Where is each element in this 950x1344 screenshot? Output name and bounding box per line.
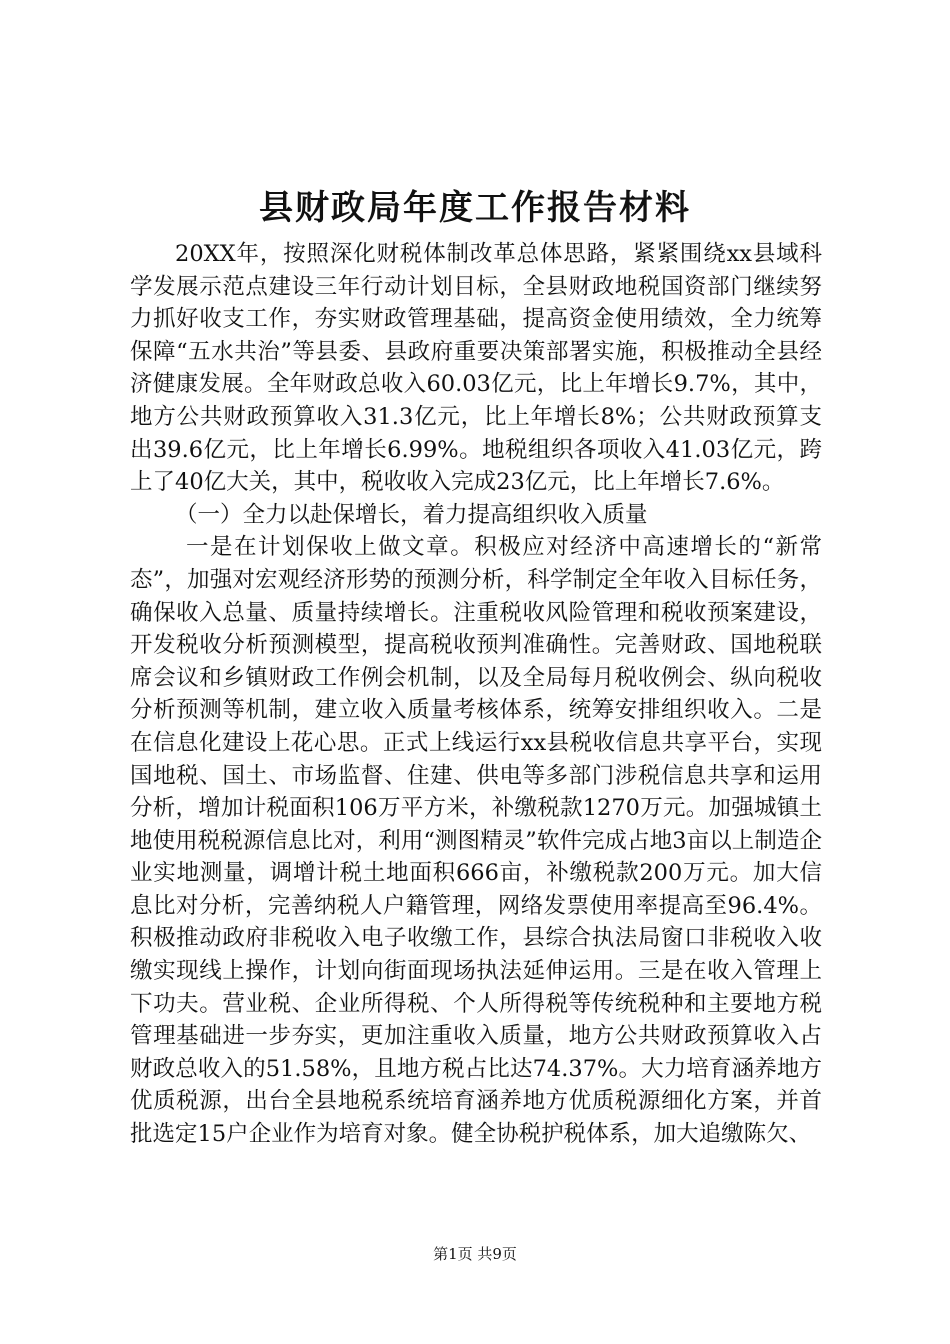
section-heading: （一）全力以赴保增长，着力提高组织收入质量 <box>175 501 648 528</box>
document-body <box>130 238 822 1151</box>
body-paragraph: 一是在计划保收上做文章。积极应对经济中高速增长的“新常态”，加强对宏观经济形势的预测分析，科学制定全年收入目标任务，确保收入总量、质量持续增长。注重税收风险管理和税收预案建设，开发税收分析预测模型，提高税收预判准确性。完善财政、国地税联席会议和乡镇财政工作例会机制，以及全局每月税收例会、纵向税收分析预测等机制，建立收入质量考核体系，统筹安排组织收入。二是在信息化建设上花心思。正式上线运行xx县税收信息共享平台，实现国地税、国土、市场监督、住建、供电等多部门涉税信息共享和运用分析，增加计税面积106万平方米，补缴税款1270万元。加强城镇土地使用税税源信息比对，利用“测图精灵”软件完成占地3亩以上制造企业实地测量，调增计税土地面积666亩，补缴税款200万元。加大信息比对分析，完善纳税人户籍管理，网络发票使用率提高至96.4%。积极推动政府非税收入电子收缴工作，县综合执法局窗口非税收入收缴实现线上操作，计划向街面现场执法延伸运用。三是在收入管理上下功夫。营业税、企业所得税、个人所得税等传统税种和主要地方税管理基础进一步夯实，更加注重收入质量，地方公共财政预算收入占财政总收入的51.58%，且地方税占比达74.37%。大力培育涵养地方优质税源，出台全县地税系统培育涵养地方优质税源细化方案，并首批选定15户企业作为培育对象。健全协税护税体系，加大追缴陈欠、 <box>130 534 822 1148</box>
page-footer: 第1页 共9页 <box>433 1245 517 1263</box>
intro-paragraph: 20XX年，按照深化财税体制改革总体思路，紧紧围绕xx县域科学发展示范点建设三年行动计划目标，全县财政地税国资部门继续努力抓好收支工作，夯实财政管理基础，提高资金使用绩效，全力统筹保障“五水共治”等县委、县政府重要决策部署实施，积极推动全县经济健康发展。全年财政总收入60.03亿元，比上年增长9.7%，其中，地方公共财政预算收入31.3亿元，比上年增长8%；公共财政预算支出39.6亿元，比上年增长6.99%。地税组织各项收入41.03亿元，跨上了40亿大关，其中，税收收入完成23亿元，比上年增长7.6%。 <box>130 241 822 496</box>
document-title: 县财政局年度工作报告材料 <box>259 188 691 228</box>
